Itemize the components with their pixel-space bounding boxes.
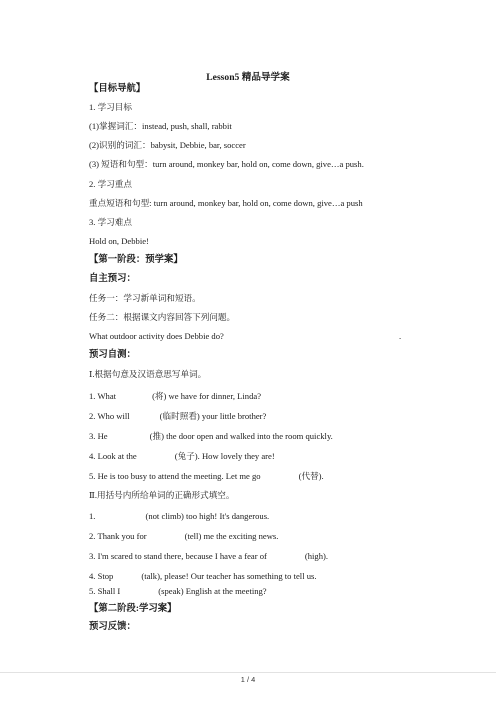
section-stage2-heading: 【第二阶段:学习案】	[89, 604, 177, 614]
task-2: 任务二：根据课文内容回答下列问题。	[89, 312, 236, 322]
part1-heading: Ⅰ.根据句意及汉语意思写单词。	[89, 369, 207, 379]
question-end-period: .	[399, 331, 402, 341]
exercise-2-2: 2. Thank you for (tell) me the exciting news.	[89, 531, 279, 541]
exercise-2-3: 3. I'm scared to stand there, because I have a fear of (high).	[89, 551, 329, 561]
exercise-1-5: 5. He is too busy to attend the meeting. Let me go (代替).	[89, 471, 324, 481]
question-line: What outdoor activity does Debbie do?	[89, 331, 224, 341]
self-test-label: 预习自测：	[89, 350, 136, 360]
task-1: 任务一：学习新单词和短语。	[89, 293, 201, 303]
goals-phrases: (3) 短语和句型：turn around, monkey bar, hold on, come down, give…a push.	[89, 159, 364, 169]
exercise-1-1: 1. What (将) we have for dinner, Linda?	[89, 391, 262, 401]
goals-item-1: 1. 学习目标	[89, 102, 132, 112]
exercise-1-4: 4. Look at the (兔子). How lovely they are!	[89, 451, 275, 461]
goals-item-2: 2. 学习重点	[89, 179, 132, 189]
page-number: 1 / 4	[240, 675, 256, 684]
exercise-1-2: 2. Who will (临时照看) your little brother?	[89, 411, 267, 421]
footer-divider	[0, 672, 496, 673]
page-title: Lesson5 精品导学案	[206, 72, 290, 83]
exercise-2-4: 4. Stop (talk), please! Our teacher has something to tell us.	[89, 571, 317, 581]
self-preview-label: 自主预习：	[89, 274, 136, 284]
goals-item-3: 3. 学习难点	[89, 217, 132, 227]
section-goals-heading: 【目标导航】	[89, 84, 146, 94]
goals-key-phrases: 重点短语和句型: turn around, monkey bar, hold on, come down, give…a push	[89, 198, 363, 208]
goals-difficulty: Hold on, Debbie!	[89, 236, 149, 246]
section-stage1-heading: 【第一阶段：预学案】	[89, 255, 183, 265]
part2-heading: Ⅱ.用括号内所给单词的正确形式填空。	[89, 490, 235, 500]
exercise-1-3: 3. He (推) the door open and walked into the room quickly.	[89, 431, 333, 441]
exercise-2-5: 5. Shall I (speak) English at the meeting?	[89, 586, 267, 596]
goals-vocab-master: (1)掌握词汇：instead, push, shall, rabbit	[89, 121, 232, 131]
exercise-2-1: 1. (not climb) too high! It's dangerous.	[89, 511, 270, 521]
feedback-label: 预习反馈：	[89, 622, 136, 632]
goals-vocab-recognize: (2)识别的词汇：babysit, Debbie, bar, soccer	[89, 140, 246, 150]
